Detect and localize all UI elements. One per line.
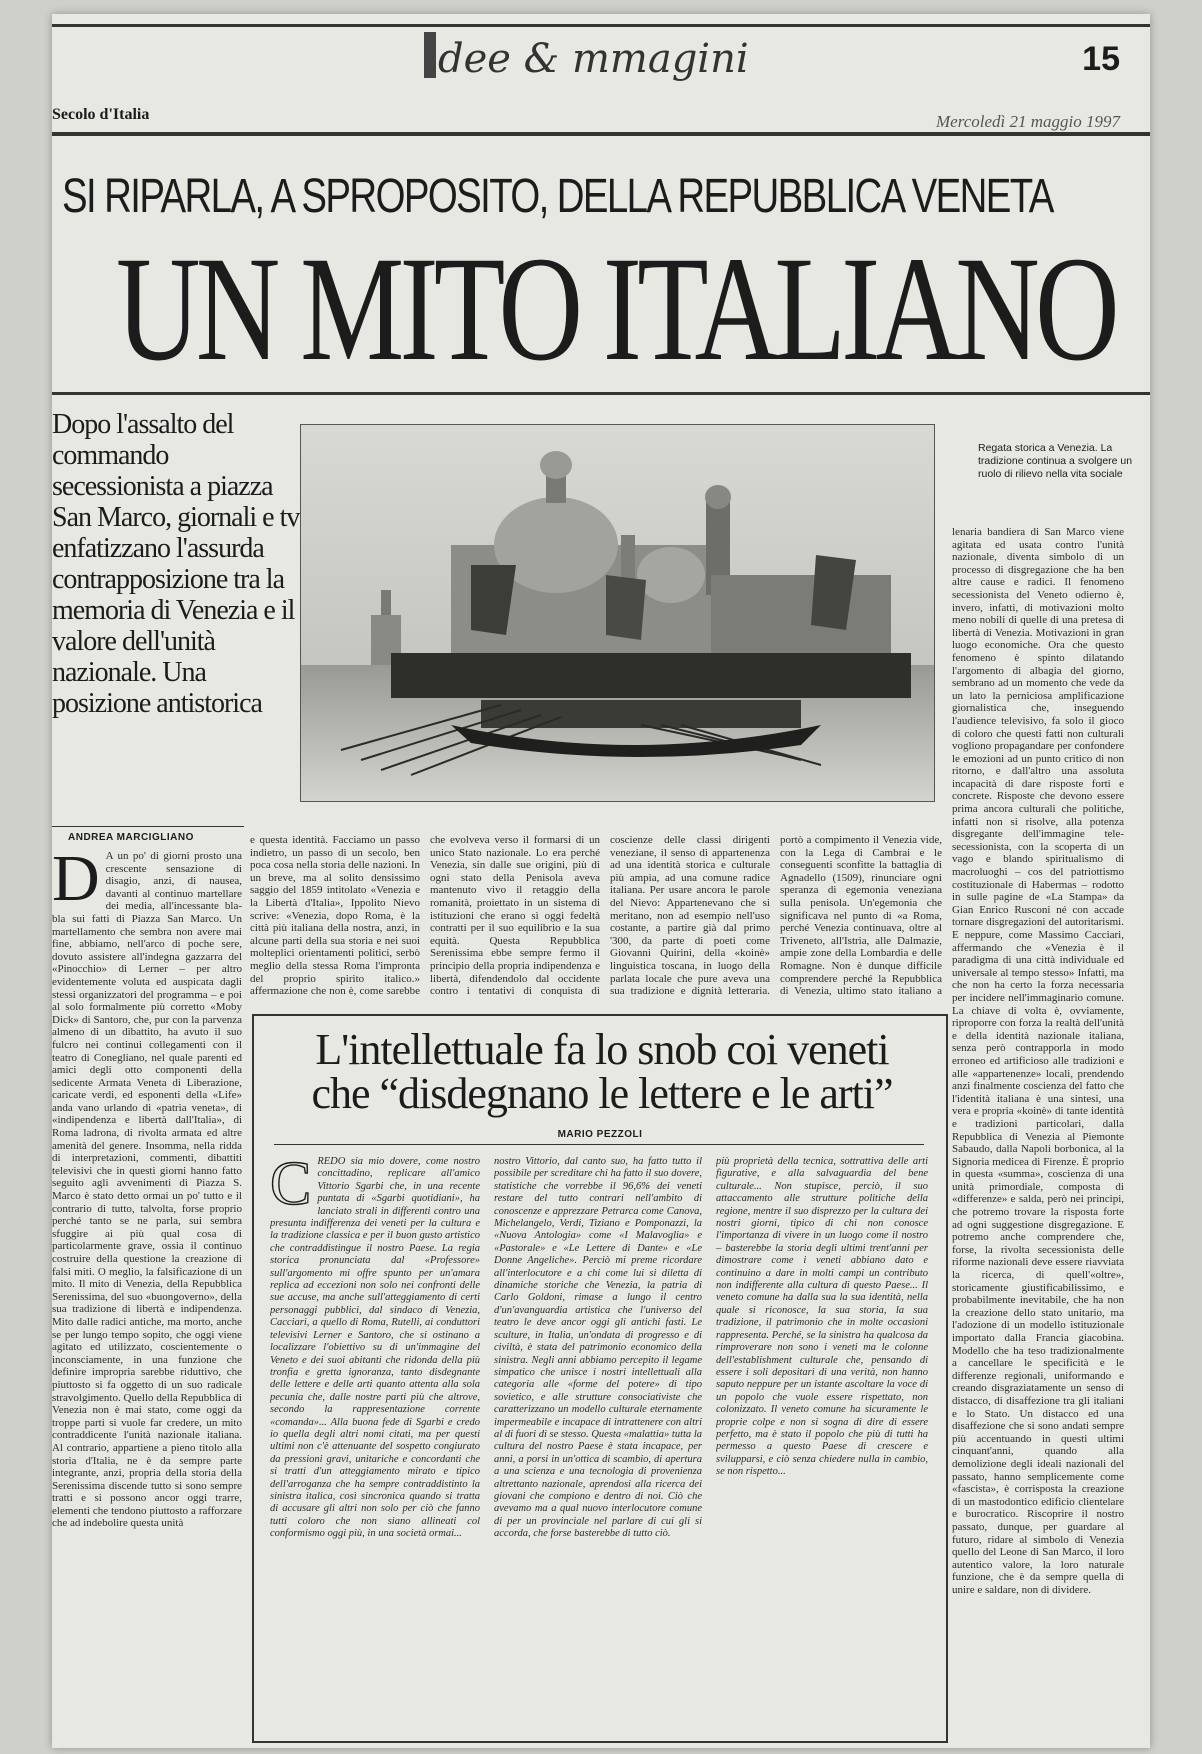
sidebar-article-byline: MARIO PEZZOLI — [557, 1129, 643, 1140]
headline-rule — [52, 392, 1150, 395]
article-photo — [300, 424, 935, 802]
sidebar-dropcap: C — [270, 1156, 312, 1218]
article-deck: Dopo l'assalto del commando secessionista a piazza San Marco, giornali e tv enfatizzano l'assurda contrapposizione tra la memoria di Venezia e il valore dell'unità nazionale. Una posizione antistorica — [52, 409, 300, 719]
section-title — [424, 32, 749, 82]
sidebar-article-box — [252, 1014, 948, 1743]
sidebar-column-2: nostro Vittorio, dal canto suo, ha fatto tutto il possibile per screditare chi ha fatto il suo dovere, statistiche che vorrebbe il 96,6% dei veneti restare del tutto contrari nell'ambito di conoscenze e apprezzare Petrarca come Canova, Michelangelo, Verdi, Tiziano e Pomponazzi, la «Nuova Antologia» come «I Malavoglia» e «Pastorale» e «Le Lettere di Dante» e «Le Donne Angeliche». Perciò mi preme ricordare all'interlocutore e a chi come lui si diletta di dinamiche storiche che Venezia, la patria di Carlo Goldoni, rimase a lungo il centro d'un'avanguardia artistica che l'universo del teatro le deve ancor oggi gli antichi fasti. Le sculture, in Italia, un'ondata di progresso e di civiltà, è stata del patrimonio economico della sinistra. Negli anni abbiamo percepito il legame simpatico che unisce i nostri intellettuali alla categoria alle «forme del potere» di tipo sovietico, e alle strutture consociativiste che caratterizzano un modello culturale eternamente impermeabile e incapace di intrattenere con altri al di fuori di se stesso. Questa «malattia» tutta la cultura del nostro Paese è stata incapace, per anni, a porsi in un'ottica di scambio, di apertura a una scienza e una tecnologia di provenienza altrettanto nazionale, aprendosi alla ricerca dei giovani che compiono e dentro di noi. Ciò che avevamo ma a qual nuovo interlocutore comune di per un provinciale nel parlare di cui gli si accorda, che forse basterebbe di tutto ciò. — [494, 1156, 702, 1540]
article-column-1 — [52, 850, 242, 1738]
newspaper-page — [52, 14, 1150, 1748]
article-column-6: lenaria bandiera di San Marco viene agitata ed usata contro l'unità nazionale, diventa simbolo di un processo di disgregazione che ha ben altre cause e radici. Il fenomeno secessionista del Veneto odierno è, invero, infatti, di motivazioni molto meno nobili di quelle di una pretesa di libertà di Venezia. Motivazioni in gran luogo economiche. Ora che questo fenomeno è spinto dilatando l'argomento di albagia del giorno, sembrano ad un momento che vede da un lato la perniciosa amplificazione giornalistica che, inseguendo l'audience televisivo, fa solo il gioco di coloro che questi fatti non culturali vogliono propagandare per confondere le emozioni ad un punto critico di non ritorno, e dall'altro una assoluta incapacità di dare risposte forti e concrete. Risposte che devono essere prima ancora culturali che politiche, infatti non si risolve, alla potenza disgregante dell'immagine tele-secessionista, con la scoperta di un vago e blando spiritualismo di macroluoghi – cos del patriottismo costituzionale di Habermas – rodotto in sulle pagine de «La Stampa» da Gian Enrico Rusconi né con accade tornare disgregazioni del autoritarismi. E neppure, come Massimo Cacciari, affermando che «Venezia è il paradigma di una città individuale ed universale al tempo stesso» Infatti, ma che non ha certo la forza necessaria per incidere nell'immaginario comune. La chiave di volta è, ovviamente, riproporre con forza la realtà dell'unità e della identità nazionale italiana, senza però contrapporla in modo erroneo ed artificioso alle tradizioni e alle «appartenenze» locali, prendendo anzi finalmente coscienza del fatto che l'identità italiana è una sintesi, una vera e propria «koinè» di tante identità e tradizioni particolari, dalla Repubblica di Venezia al Piemonte Sabaudo, dalla Napoli borbonica, al la Signoria medicea di Firenze. È proprio in questa «summa», coscienza di una unità primordiale, composta di «differenze» e salda, però nei principi, che potremo trovare la risposta forte ad ogni suggestione disgregazione. E potremo anche comprendere che, forse, la rivolta secessionista delle riforme nazionali deve essere riavviata la ricerca, di quell'«oltre», storicamente giustificabilissimo, e probabilmente inevitabile, che ha non la creazione dello stato unitario, ma l'adozione di un modello istituzionale importato dalla Francia giacobina. Modello che ha teso tradizionalmente a cancellare le specificità e le differenze regionali, uniformando e creando disgraziatamente un senso di distacco, di disaffezione tra gli italiani e lo Stato. Un distacco ed una disaffezione che si sono andati sempre più accentuando in questi ultimi cinquant'anni, quando alla demolizione degli ideali nazionali del passato, hanno semplicemente come «fascista», è corrisposta la creazione di un mastodontico edificio clientelare e burocratico. Riscoprire il nostro passato, dunque, per guardare al futuro, ridare al simbolo di Venezia quello del Leone di San Marco, il loro autentico valore, la loro naturale funzione, che è da sempre quella di unire e saldare, non di dividere. — [952, 526, 1124, 1596]
paper-name: Secolo d'Italia — [52, 106, 150, 123]
sidebar-title-line-1: L'intellettuale fa lo snob coi veneti — [315, 1025, 889, 1074]
article-byline: ANDREA MARCIGLIANO — [68, 832, 194, 843]
sidebar-column-3: più proprietà della tecnica, sottrattiva delle arti figurative, e alla salvaguardia del bene culturale... Non stupisce, perciò, il suo attaccamento alle strutture politiche della regione, mentre il suo disprezzo per la cultura dei nostri giorni, tipico di chi non conosce l'importanza di vivere in un luogo come il nostro – basterebbe la storia degli ultimi trent'anni per dimostrare come i veneti abbiano dato e continuino a dare in molti campi un contributo non indifferente alla cultura di questo Paese... Il veneto comune ha dalla sua la sua identità, nella quale si riconosce, la sua storia, la sua tradizione, il patrimonio che in molte occasioni rappresenta. Perché, se la sinistra ha qualcosa da rimproverare non sono i veneti ma le colonne dell'establishment culturale che, pensando di essere i soli depositari di una verità, non hanno saputo neppure per un istante ascoltare la voce di un popolo che vuole essere rispettato, non colonizzato. Il veneto comune ha sicuramente le proprie colpe e non si sogna di dire di essere perfetto, ma è stato il popolo che più di tutti ha permesso a questo Paese di crescere e svilupparsi, e ciò senza chiedere nulla in cambio, se non rispetto... — [716, 1156, 928, 1478]
masthead-top-rule — [52, 24, 1150, 27]
issue-date: Mercoledì 21 maggio 1997 — [936, 112, 1120, 131]
article-headline: UN MITO ITALIANO — [116, 226, 1115, 392]
page-number: 15 — [1082, 40, 1120, 78]
sidebar-title-line-2: che “disdegnano le lettere e le arti” — [311, 1069, 893, 1118]
article-column-3: che evolveva verso il formarsi di un unico Stato nazionale. Lo era perché Venezia, sin dalle sue origini, più di ogni stato della Penisola aveva mantenuto vivo il retaggio della romanità, proiettato in un sistema di istituzioni che erano sì oggi fedeltà contratti per il suo equilibrio e la sua equità. Questa Repubblica Serenissima ebbe sempre fermo il principio della propria indipendenza e libertà, difendendolo dal occidente contro i tentativi di conquista di — [430, 834, 600, 998]
article-column-4: coscienze delle classi dirigenti veneziane, il senso di appartenenza ad una identità storica e culturale più ampia, ad una comune radice italiana. Per usare ancora le parole del Nievo: Appartenevano che si meritano, non ad esempio nell'uso costante, a partire già dal primo '300, da parte di poeti come Giovanni Quirini, della «koinè» linguistica toscana, in luogo della parlata locale che pure aveva una sua tradizione e dignità letteraria. — [610, 834, 770, 998]
sidebar-column-1-text: REDO sia mio dovere, come nostro concittadino, replicare all'amico Vittorio Sgarbi che, in una recente puntata di «Sgarbi quotidiani», ha lanciato strali in differenti contro una presunta indifferenza dei veneti per la cultura e la tradizione classica e per il buon gusto artistico che contraddistingue il nostro Paese. La regia storica pronunciata dal «Professore» sull'argomento mi offre spunto per un'amara replica ad eccezioni non solo nei confronti delle sue accuse, ma anche sull'atteggiamento di certi personaggi pubblici, dal sindaco di Venezia, Cacciari, a quello di Roma, Rutelli, ai conduttori televisivi Lerner e Santoro, che si ostinano a localizzare l'obiettivo su di un'immagine del Veneto e dei suoi abitanti che ridonda della più tronfia e gretta ignoranza, tanto disdegnante delle lettere e delle arti quanto attenta alla sola pecunia che, dalle nostre parti più che altrove, secondo la rappresentazione corrente «comanda»... Alla buona fede di Sgarbi e credo io quella degli altri nomi citati, ma per questi ultimi non c'è attenuante del sospetto congiurato da pressioni gravi, unitariche e concordanti che si tratti d'un atteggiamento mirato e tipico dell'arroganza che ha sempre contraddistinto la sinistra italica, così sincronica quando si tratta di accusare gli altri non solo per ciò che fanno tutti coloro che non siano allineati col conformismo oggi più, in una società ormai... — [270, 1156, 480, 1540]
article-column-2: e questa identità. Facciamo un passo indietro, un passo di un secolo, ben poca cosa nella storia delle nazioni. In un breve, ma al solito densissimo saggio del 1859 intitolato «Venezia e la Libertà d'Italia», Ippolito Nievo scrive: «Venezia, dopo Roma, è la città più italiana della nostra, anzi, in alcune parti della sua storia e nei suoi molteplici orientamenti politici, serbò meglio della stessa Roma l'impronta del proprio spirito italico.» affermazione che non è, come sarebbe — [250, 834, 420, 998]
section-title-initial-bar — [424, 32, 436, 78]
photo-caption: Regata storica a Venezia. La tradizione continua a svolgere un ruolo di rilievo nella vita sociale — [978, 442, 1133, 480]
article-kicker: SI RIPARLA, A SPROPOSITO, DELLA REPUBBLICA VENETA — [62, 170, 1053, 223]
masthead-bottom-rule — [52, 132, 1150, 136]
sidebar-column-1 — [270, 1156, 480, 1731]
sidebar-article-title — [272, 1025, 932, 1118]
byline-rule — [52, 826, 244, 827]
article-column-1-text: A un po' di giorni prosto una crescente sensazione di disagio, anzi, di nausea, davanti al continuo martellare dei media, all'incessante bla-bla sui fatti di Piazza San Marco. Un martellamento che sembra non avere mai fine, abbiamo, nell'arco di poche sere, dovuto assistere all'indegna gazzarra del «Pinocchio» di Lerner – per altro evidentemente voluta ed auspicata dagli stessi organizzatori del programma – e poi al solo formalmente più corretto «Moby Dick» di Santoro, che, pur con la parvenza almeno di un dibattito, ha avuto il suo fulcro nei continui collegamenti con il teatro di Conegliano, nel quale parenti ed amici degli otto componenti della sedicente Armata Veneta di Liberazione, caricate verdi, ed esponenti della «Life» anda vano urlando di «patria veneta», di «indipendenza e libertà dall'Italia», di Roma ladrona, di rivolta armata ed altre amenità del genere. Insomma, nella ridda di interpretazioni, commenti, dibattiti televisivi che in questi giorni hanno fatto seguito agli avvenimenti di Piazza S. Marco è stato detto ormai un po' tutto e il contrario di tutto, talvolta, forse proprio perché tanto se ne parla, sui sembra sfuggire ai più qual cosa di particolarmente grave, ossia il continuo costruire della questione la creazione di falsi miti. O meglio, la falsificazione di un mito. Il mito di Venezia, della Repubblica Serenissima, del suo «buongoverno», della sua tradizione di libertà e indipendenza. Mito dalle radici antiche, ma morto, anche se per lungo tempo sopito, che oggi viene agitato ed utilizzato, coscientemente o inconsciamente, in una funzione che definire impropria sarebbe riduttivo, che piuttosto si fa oggetto di un suo radicale stravolgimento. Quello della Repubblica di Venezia non è mai stato, come oggi da troppe parti si vuole far credere, un mito contraddicente l'unità nazionale italiana. Al contrario, appartiene a pieno titolo alla storia d'Italia, ne è da sempre parte integrante, anzi, propria della storia della Serenissima discende tutto si sono sempre tratti e si possono ancor oggi trarre, elementi che tendono piuttosto a rafforzare che ad indebolire questa unità — [52, 850, 242, 1530]
sidebar-byline-rule — [274, 1144, 924, 1145]
regatta-photo-illustration — [301, 425, 934, 801]
article-dropcap: D — [52, 850, 100, 915]
section-title-text: dee & mmagini — [438, 36, 749, 82]
article-column-5: portò a compimento il Venezia vide, con la Lega di Cambrai e le conseguenti sconfitte la battaglia di Agnadello (1509), rinunciare ogni speranza di egemonia veneziana sulla penisola. Un'egemonia che significava nel punto di «a Roma, perché Venezia continuava, oltre al Triveneto, all'Istria, alle Dalmazie, ampie zone della Lombardia e delle Romagne. Non è dunque difficile comprendere perché la Repubblica di Venezia, ultimo stato italiano a — [780, 834, 942, 998]
